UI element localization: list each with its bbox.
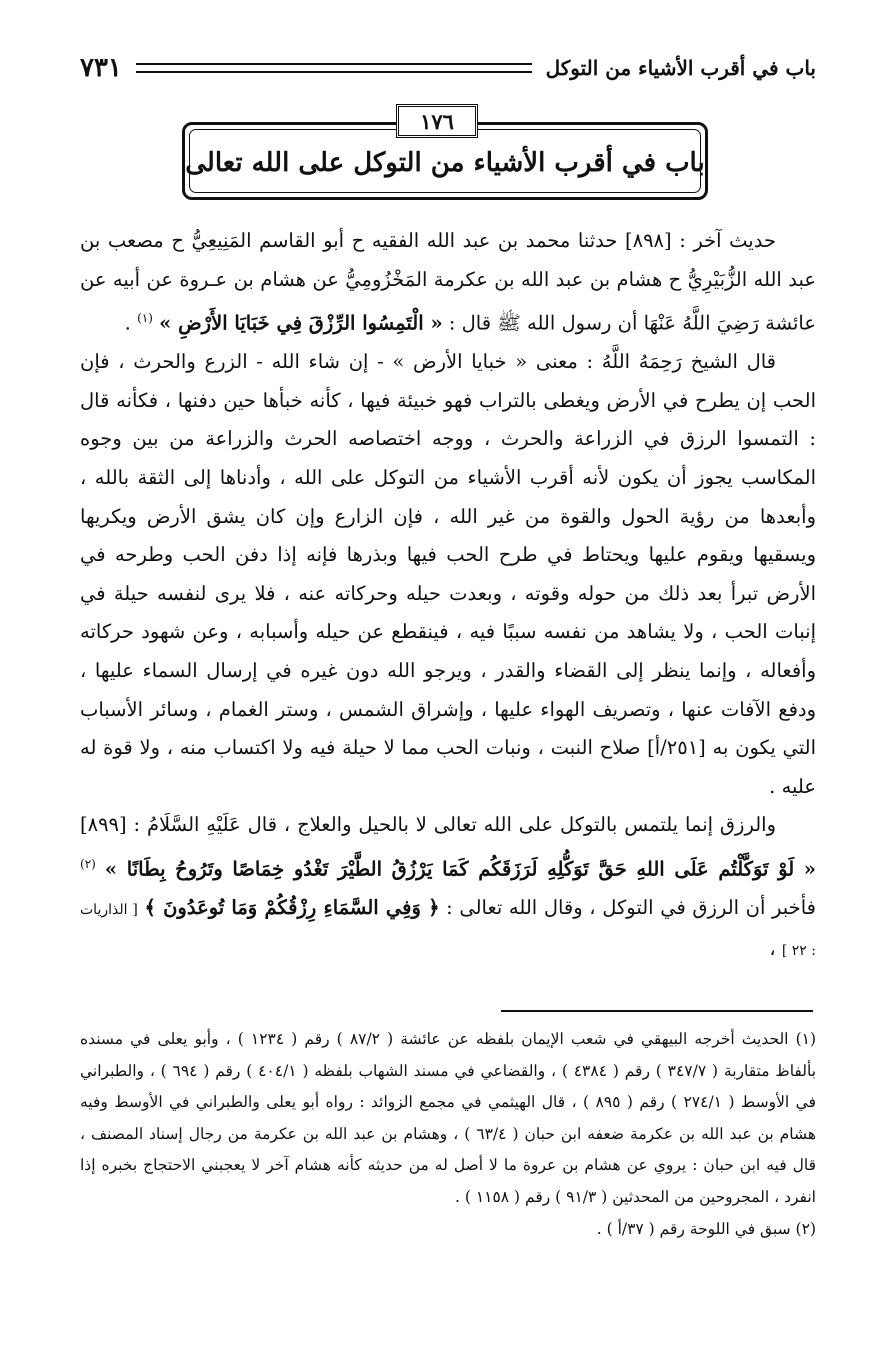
footnote-ref-1: (١)	[137, 311, 153, 326]
paragraph-1-text: حديث آخر : [٨٩٨] حدثنا محمد بن عبد الله الفقيه ح أبو القاسم المَنِيعِيُّ ح مصعب بن عبد الله الزُّبَيْرِيُّ ح هشام بن عبد الله بن عكرمة المَخْزُومِيُّ عن هشام بن عـروة عن أبيه عن عائشة رَضِيَ اللَّهُ عَنْهَا أن رسول الله ﷺ قال :	[80, 229, 816, 335]
footnote-2: (٢) سبق في اللوحة رقم ( ٣٧/أ ) .	[596, 1219, 816, 1238]
footnote-separator	[501, 1010, 813, 1012]
footnote-1: (١) الحديث أخرجه البيهقي في شعب الإيمان بلفظه عن عائشة ( ٨٧/٢ ) رقم ( ١٢٣٤ ) ، وأبو يعلى في مسنده بألفاظ متقاربة ( ٣٤٧/٧ ) رقم ( ٤٣٨٤ ) ، والقضاعي في مسند الشهاب بلفظه ( ٤٠٤/١ ) رقم ( ٦٩٤ ) ، والطبراني في الأوسط ( ٢٧٤/١ ) رقم ( ٨٩٥ ) ، قال الهيثمي في مجمع الزوائد : رواه أبو يعلى والطبراني في الأوسط وفيه هشام بن عبد الله بن عكرمة ضعفه ابن حبان ( ٦٣/٤ ) ، وهشام بن عبد الله بن عكرمة من رجال إسناد المصنف ، قال فيه ابن حبان : يروي عن هشام بن عروة ما لا أصل له من حديثه كأنه هشام آخر لا يعجبني الاحتجاج بخبره إذا انفرد ، المجروحين من المحدثين ( ٩١/٣ ) رقم ( ١١٥٨ ) .	[80, 1030, 817, 1206]
running-header	[80, 46, 816, 90]
paragraph-3	[80, 806, 816, 970]
quran-reference: [ الذاريات : ٢٢ ]	[80, 902, 816, 959]
running-title: باب في أقرب الأشياء من التوكل	[545, 56, 816, 80]
hadith-text-2: « لَوْ تَوَكَّلْتُم عَلَى اللهِ حَقَّ تَوَكُّلِهِ لَرَزَقَكُم كَمَا يَرْزُقُ الطَّيْرَ تَغْدُو خِمَاصًا وتَرُوحُ بِطَانًا »	[104, 857, 816, 881]
paragraph-3-text: والرزق إنما يلتمس بالتوكل على الله تعالى لا بالحيل والعلاج ، قال عَلَيْهِ السَّلَامُ : [٨٩٩]	[80, 813, 776, 837]
chapter-number: ١٧٦	[396, 104, 478, 138]
quran-verse: ﴿ وَفِي السَّمَاءِ رِزْقُكُمْ وَمَا تُوعَدُونَ ﴾	[144, 896, 440, 920]
paragraph-3-end: ،	[769, 936, 776, 960]
footnotes	[80, 1024, 816, 1245]
paragraph-1	[80, 222, 816, 343]
header-double-rule	[136, 63, 532, 73]
paragraph-2: قال الشيخ رَحِمَهُ اللَّهُ : معنى « خبايا الأرض » - إن شاء الله - الزرع والحرث ، فإن الحب إن يطرح في الأرض ويغطى بالتراب فهو خبيئة فيها ، كأنه خبأها حين دفنها ، فكأنه قال : التمسوا الرزق في الزراعة والحرث ، ووجه اختصاصه الحرث والزراعة من بين وجوه المكاسب يجوز أن يكون لأنه أقرب الأشياء من التوكل على الله ، وأدناها إلى الثقة بالله ، وأبعدها من رؤية الحول والقوة من غير الله ، فإن الزارع وإن كان يشق الأرض ويكريها ويسقيها ويقوم عليها ويحتاط في طرح الحب فيها وبذرها فإنه إذا دفن الحب وطرحه في الأرض تبرأ بعد ذلك من حوله وقوته ، وبعدت حيله وحركاته عنه ، فلا يرى لنفسه حيلة في إنبات الحب ، ولا يشاهد من نفسه سببًا فيه ، فينقطع عن حيله وأسبابه ، وعن شهود حركاته وأفعاله ، وإنما ينظر إلى القضاء والقدر ، ويرجو الله دون غيره في إرسال السماء عليها ، ودفع الآفات عنها ، وتصريف الهواء عليها ، وإشراق الشمس ، وستر الغمام ، وسائر الأسباب التي يكون به [٢٥١/أ] صلاح النبت ، ونبات الحب مما لا حيلة فيه ولا اكتساب منه ، ولا قوة له عليه .	[80, 350, 816, 798]
paragraph-1-end: .	[124, 311, 131, 335]
paragraph-3-text-b: فأخبر أن الرزق في التوكل ، وقال الله تعالى :	[446, 896, 816, 920]
page-number: ٧٣١	[80, 53, 122, 83]
chapter-title: باب في أقرب الأشياء من التوكل على الله تعالى	[185, 148, 705, 178]
main-text	[80, 222, 816, 970]
hadith-text-1: « الْتَمِسُوا الرِّزْقَ فِي خَبَايَا الأَرْضِ »	[159, 311, 443, 335]
footnote-ref-2: (٢)	[80, 857, 96, 871]
